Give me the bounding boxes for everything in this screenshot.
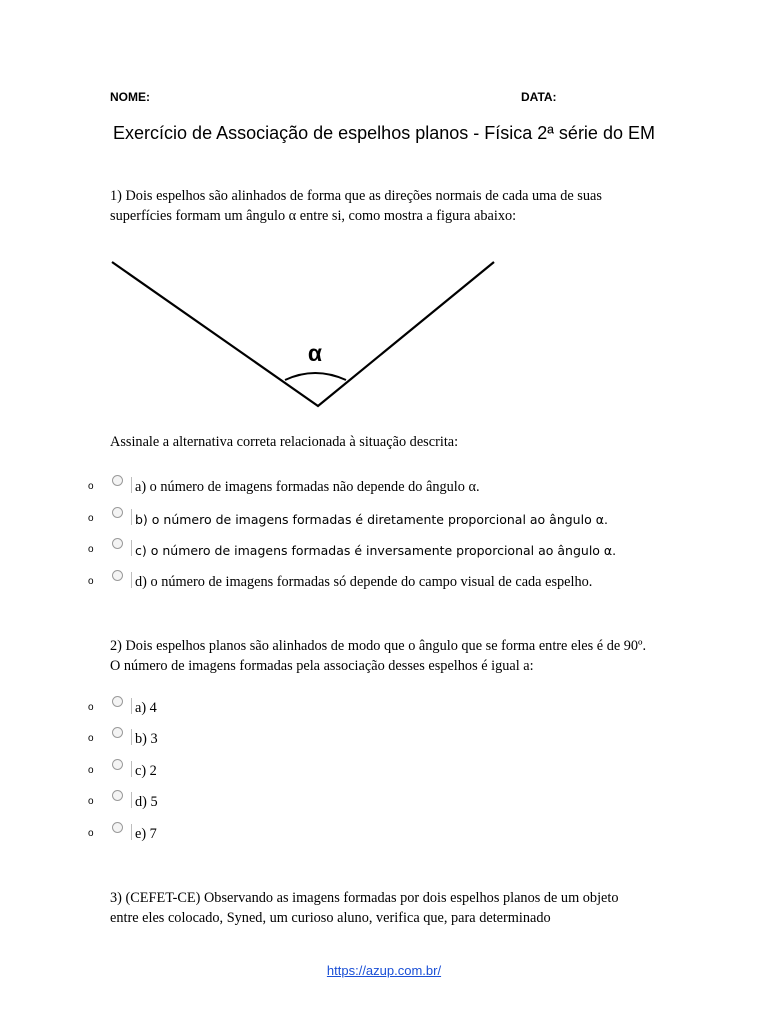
footer-link[interactable]: https://azup.com.br/ [326,963,442,978]
option-label: d) 5 [135,794,158,810]
bullet: o [88,796,94,807]
text-caret [131,761,132,777]
question-1-prompt: Assinale a alternativa correta relacionada à situação descrita: [110,434,459,450]
mirror-lines [112,262,494,406]
bullet: o [88,733,94,744]
bullet: o [88,481,94,492]
text-caret [131,572,132,588]
radio-button[interactable] [112,475,123,486]
question-3-text: 3) (CEFET-CE) Observando as imagens formadas por dois espelhos planos de um objeto entre eles colocado, Syned, um curioso aluno, verifica que, para determinado [110,890,619,926]
question-2-text: 2) Dois espelhos planos são alinhados de modo que o ângulo que se forma entre eles é de 90º. O número de imagens formadas pela associação desses espelhos é igual a: [110,638,647,674]
mirrors-figure [108,256,498,412]
text-caret [131,540,132,556]
q1-option-d[interactable] [0,570,768,590]
option-label: b) o número de imagens formadas é diretamente proporcional ao ângulo α. [135,512,608,527]
bullet: o [88,513,94,524]
bullet: o [88,544,94,555]
text-caret [131,698,132,714]
date-label: DATA: [521,90,557,104]
option-label: d) o número de imagens formadas só depende do campo visual de cada espelho. [135,574,593,590]
option-label: a) o número de imagens formadas não depende do ângulo α. [135,479,480,495]
angle-alpha-label: α [307,340,323,366]
bullet: o [88,828,94,839]
radio-button[interactable] [112,696,123,707]
q2-option-d[interactable] [0,790,768,810]
option-label: e) 7 [135,826,157,842]
question-1-text: 1) Dois espelhos são alinhados de forma que as direções normais de cada uma de suas superfícies formam um ângulo α entre si, como mostra a figura abaixo: [110,188,602,224]
text-caret [131,477,132,493]
document-title: Exercício de Associação de espelhos planos - Física 2ª série do EM [113,123,655,143]
radio-button[interactable] [112,822,123,833]
text-caret [131,509,132,525]
radio-button[interactable] [112,759,123,770]
q2-option-e[interactable] [0,822,768,842]
bullet: o [88,702,94,713]
radio-button[interactable] [112,507,123,518]
footer [0,963,768,978]
option-label: a) 4 [135,700,157,716]
name-label: NOME: [110,90,150,104]
q2-option-b[interactable] [0,727,768,747]
bullet: o [88,576,94,587]
angle-arc [285,373,346,380]
option-label: b) 3 [135,731,158,747]
q1-option-c[interactable] [0,538,768,558]
radio-button[interactable] [112,790,123,801]
q1-option-a[interactable] [0,475,768,495]
text-caret [131,792,132,808]
text-caret [131,824,132,840]
q1-option-b[interactable] [0,507,768,527]
option-label: c) 2 [135,763,157,779]
q2-option-a[interactable] [0,696,768,716]
radio-button[interactable] [112,570,123,581]
option-label: c) o número de imagens formadas é inversamente proporcional ao ângulo α. [135,543,617,558]
bullet: o [88,765,94,776]
radio-button[interactable] [112,538,123,549]
text-caret [131,729,132,745]
q2-option-c[interactable] [0,759,768,779]
radio-button[interactable] [112,727,123,738]
